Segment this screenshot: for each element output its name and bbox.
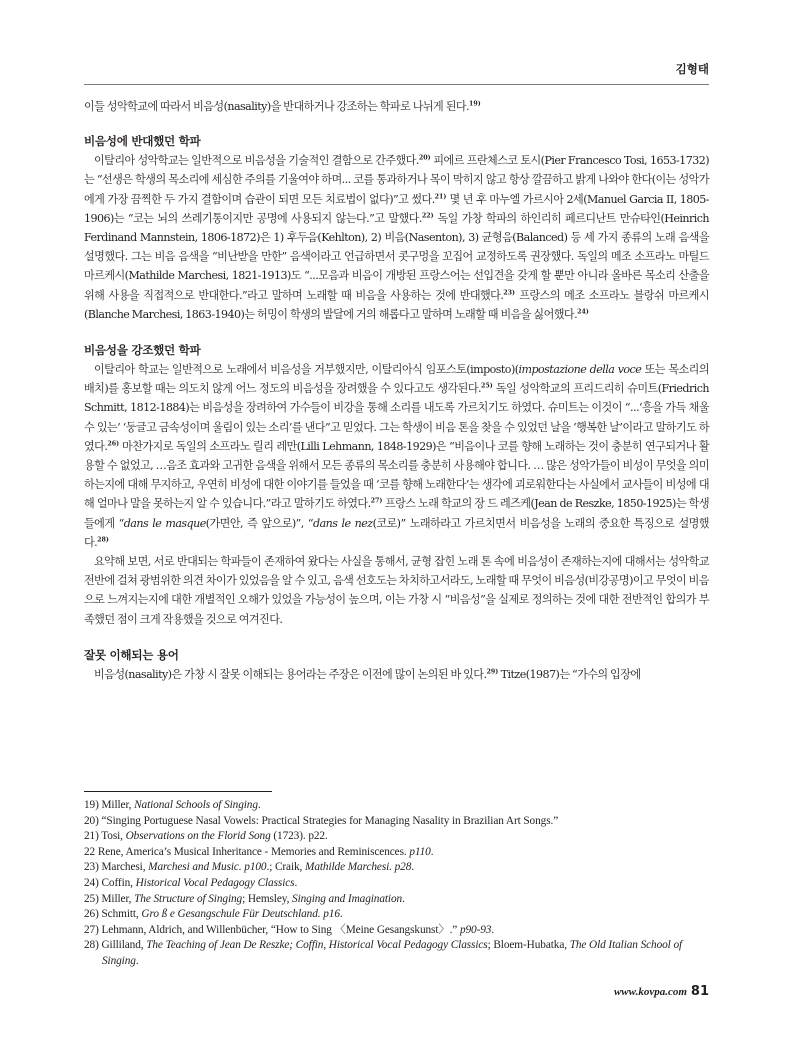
section-gap [84, 324, 709, 341]
footnote-28: 28) Gilliland, The Teaching of Jean De Reszke; Coffin, Historical Vocal Pedagogy Classics; Bloem-Hubatka, The Old Italian School of Singing. [84, 939, 683, 967]
footnote-ref-25[interactable]: 25) [480, 382, 493, 390]
footnote-ref-24[interactable]: 24) [577, 308, 589, 316]
footnote-26: 26) Schmitt, Gro ß e Gesangschule Für Deutschland. p16. [84, 908, 343, 921]
footnote-ref-19[interactable]: 19) [469, 100, 481, 108]
intro-paragraph: 이들 성악학교에 따라서 비음성(nasality)을 반대하거나 강조하는 학파로 나뉘게 된다.$^{19)}$ [84, 100, 481, 113]
header-rule [84, 84, 709, 85]
footnote-ref-20[interactable]: 20) [418, 154, 431, 162]
footnote-ref-28[interactable]: 28) [97, 536, 109, 544]
footnote-24: 24) Coffin, Historical Vocal Pedagogy Classics. [84, 876, 298, 889]
footnote-25: 25) Miller, The Structure of Singing; Hemsley, Singing and Imagination. [84, 892, 405, 905]
footnote-ref-22[interactable]: 22) [421, 212, 434, 220]
footnote-rule [84, 791, 272, 792]
footnote-ref-23[interactable]: 23) [503, 288, 516, 296]
footnote-22: 22 Rene, America’s Musical Inheritance - Memories and Reminiscences. p110. [84, 845, 434, 858]
footnote-27: 27) Lehmann, Aldrich, and Willenbücher, “How to Sing 〈Meine Gesangskunst〉.” p90-93. [84, 923, 495, 936]
section-gap [84, 629, 709, 646]
running-header-author: 김형태 [675, 62, 709, 76]
section2-paragraph-2: 요약해 보면, 서로 반대되는 학파들이 존재하여 왔다는 사실을 통해서, 균형 잡힌 노래 톤 속에 비음성이 존재하는지에 대해서는 성악학교 전반에 걸쳐 광범위한 의견 차이가 있었음을 알 수 있고, 음색 선호도는 차치하고서라도, 노래할 때 무엇이 비음성(비강공명)이고 무엇이 비음으로 느껴지는지에 대한 개별적인 오해가 있었을 가능성이 높으며, 이는 가창 시 “비음성”을 실제로 정의하는 것에 대한 전반적인 합의가 부족했던 점이 크게 작용했을 것으로 여겨진다. [84, 555, 709, 626]
section3-paragraph: 비음성(nasality)은 가창 시 잘못 이해되는 용어라는 주장은 이전에 많이 논의된 바 있다.$^{29)}$ Titze(1987)는 “가수의 입장에 [94, 667, 641, 681]
footnote-19: 19) Miller, National Schools of Singing. [84, 799, 261, 811]
section-heading-emphasizing-school: 비음성을 강조했던 학파 [84, 343, 201, 358]
footnote-ref-27[interactable]: 27) [370, 497, 383, 505]
footnote-21: 21) Tosi, Observations on the Florid Song (1723). p22. [84, 830, 328, 843]
footnote-23: 23) Marchesi, Marchesi and Music. p100.; Craik, Mathilde Marchesi. p28. [84, 861, 415, 874]
footer-website: www.kovpa.com [613, 986, 687, 998]
footnote-ref-26[interactable]: 26) [107, 440, 120, 448]
article-body [84, 97, 709, 684]
section-heading-opposing-school: 비음성에 반대했던 학파 [84, 134, 201, 149]
page-footer [614, 980, 709, 999]
footnote-20: 20) “Singing Portuguese Nasal Vowels: Practical Strategies for Managing Nasality in Brazilian Art Songs.” [84, 814, 559, 827]
footnote-ref-29[interactable]: 29) [486, 668, 499, 676]
section2-paragraph-1: 이탈리아 학교는 일반적으로 노래에서 비음성을 거부했지만, 이탈리아식 임포스토(imposto)(impostazione della voce 또는 목소리의 배치)를 홍보할 때는 의도치 않게 어느 정도의 비음성을 장려했을 수 있다고도 생각된다.$^{25)}$ 독일 성악학교의 프리드리히 슈미트(Friedrich Schmitt, 1812-1884)는 비음성을 장려하여 가수들이 비강을 통해 소리를 내도록 가르치기도 하였다. 슈미트는 이것이 “...‘흥을 가득 채울 수 있는’ ‘둥글고 금속성이며 울림이 있는 소리’를 낸다”고 믿었다. 그는 학생이 비음 톤을 찾을 수 있었던 날을 ‘행복한 날’이라고 말하기도 하였다.$^{26)}$ 마찬가지로 독일의 소프라노 릴리 레만(Lilli Lehmann, 1848-1929)은 “비음이나 코를 향해 노래하는 것이 충분히 연구되거나 활용할 수 없었고, …음조 효과와 고귀한 음색을 위해서 모든 종류의 목소리를 충분히 사용해야 합니다. … 많은 성악가들이 비성이 무엇을 의미하는지에 대해 무지하고, 우연히 비성에 대한 이야기를 들었을 때 ‘코를 향해 노래한다’는 생각에 괴로워한다는 사실에서 교사들이 비성에 대해 얼마나 말을 못하는지 알 수 있습니다.”라고 말하기도 하였다.$^{27)}$ 프랑스 노래 학교의 장 드 레즈케(Jean de Reszke, 1850-1925)는 학생들에게 “dans le masque(가면안, 즉 앞으로)”, “dans le nez(코로)” 노래하라고 가르치면서 비음성을 노래의 중요한 특징으로 설명했다.$^{28)}$ [84, 363, 709, 549]
page-number: 81 [690, 984, 709, 999]
footnote-ref-21[interactable]: 21) [434, 192, 447, 200]
section-heading-misunderstood-term: 잘못 이해되는 용어 [84, 647, 179, 662]
footnotes-list [84, 798, 712, 970]
section1-paragraph: 이탈리아 성악학교는 일반적으로 비음성을 기술적인 결함으로 간주했다.$^{20)}$ 피에르 프란체스코 토시(Pier Francesco Tosi, 1653-1732)는 “선생은 학생의 목소리에 세심한 주의를 기울여야 하며... 코를 통과하거나 목이 막히지 않고 항상 깔끔하고 밝게 나와야 한다(이는 성악가에게 가장 끔찍한 두 가지 결함이며 습관이 되면 모든 치료법이 없다)”고 썼다.$^{21)}$ 몇 년 후 마누엘 가르시아 2세(Manuel Garcia II, 1805-1906)는 “코는 뇌의 쓰레기통이지만 공명에 사용되지 않는다.”고 말했다.$^{22)}$ 독일 가창 학파의 하인리히 페르디난트 만슈타인(Heinrich Ferdinand Mannstein, 1806-1872)은 1) 후두음(Kehlton), 2) 비음(Nasenton), 3) 균형음(Balanced) 등 세 가지 종류의 노래 음색을 설명했다. 그는 비음 음색을 “비난받을 만한” 음색이라고 언급하면서 콧구멍을 꼬집어 교정하도록 권장했다. 독일의 메조 소프라노 마틸드 마르케시(Mathilde Marchesi, 1821-1913)도 “...모음과 비음이 개방된 프랑스어는 선입견을 갖게 할 뿐만 아니라 올바른 목소리 산출을 위해 사용을 직접적으로 반대한다.”라고 말하며 노래할 때 비음을 사용하는 것에 반대했다.$^{23)}$ 프랑스의 메조 소프라노 블랑쉬 마르케시(Blanche Marchesi, 1863-1940)는 허밍이 학생의 발달에 거의 해롭다고 말하며 노래할 때 비음을 싫어했다.$^{24)}$ [84, 154, 709, 321]
